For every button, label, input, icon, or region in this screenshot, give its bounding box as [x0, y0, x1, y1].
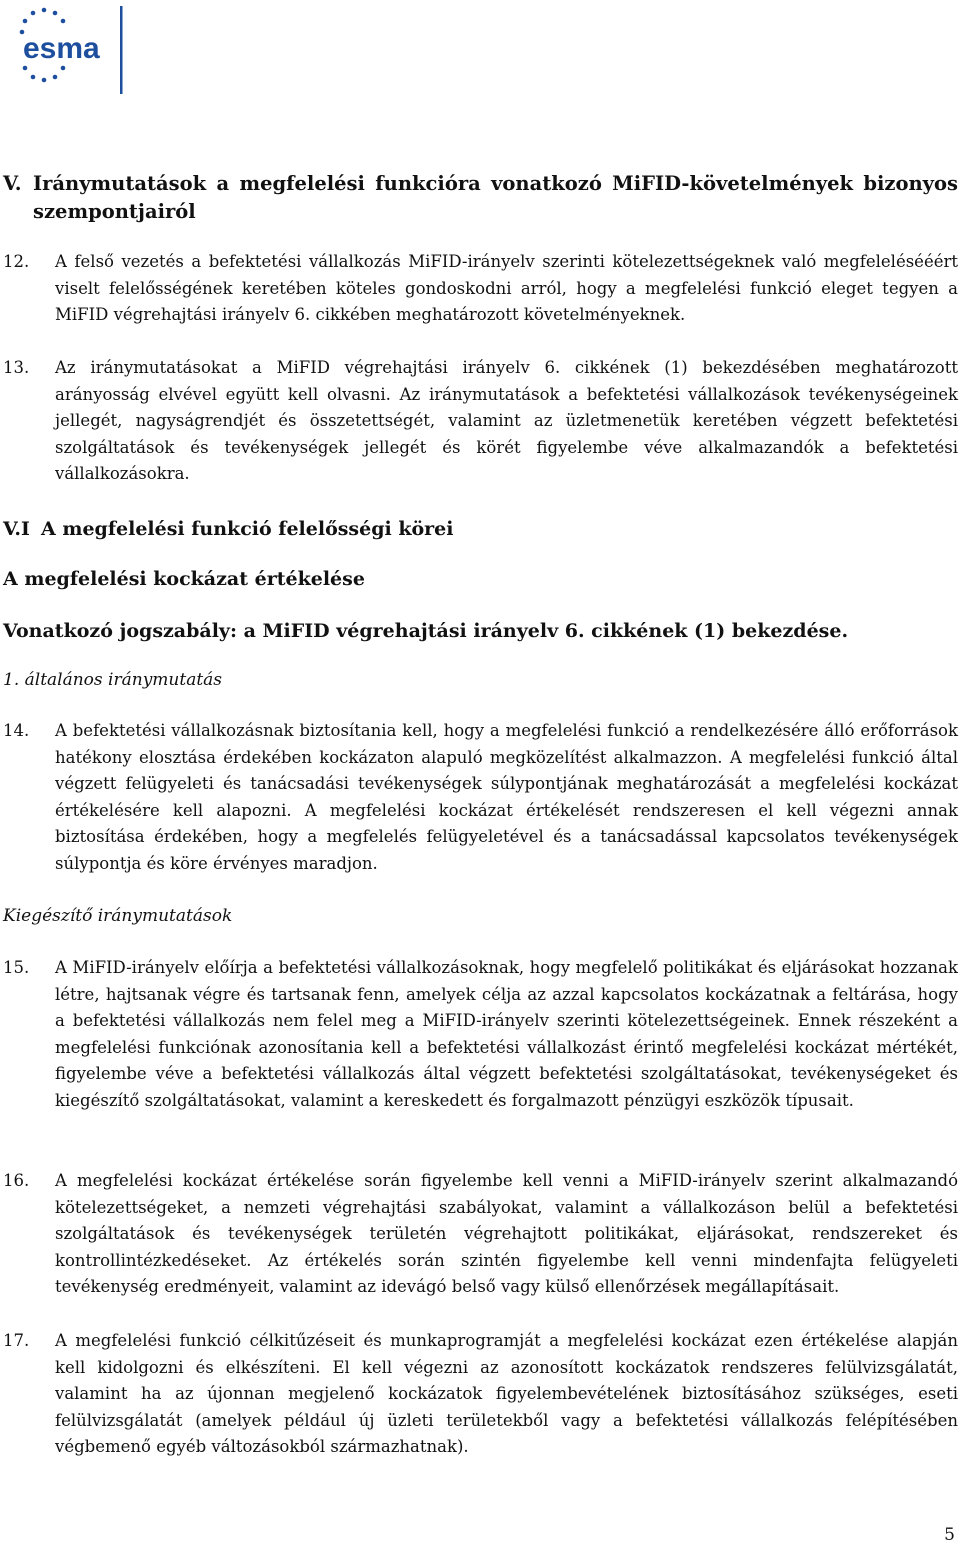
paragraph-text: A megfelelési kockázat értékelése során figyelembe kell venni a MiFID-irányelv szerint alkalmazandó kötelezettségeket, a nemzeti végrehajtási szabályokat, valamint a vállalkozáson belül a befektetési szolgáltatások és tevékenységek területén végrehajtott politikákat, eljárásokat, rendszereket és kontrollintézkedéseket. Az értékelés során szintén figyelembe kell venni mindenfajta felügyeleti tevékenység eredményeit, valamint az idevágó belső vagy külső ellenőrzések megállapításait.: [55, 1171, 958, 1296]
paragraph-text: Az iránymutatásokat a MiFID végrehajtási irányelv 6. cikkének (1) bekezdésében meghatározott arányosság elvével együtt kell olvasni. Az iránymutatások a befektetési vállalkozások tevékenységeinek jellegét, nagyságrendjét és összetettségét, valamint az üzletmenetük keretében végzett befektetési szolgáltatások és tevékenységek jellegét és körét figyelembe véve alkalmazandók a befektetési vállalkozásokra.: [55, 358, 958, 483]
paragraph-number: 17.: [3, 1331, 30, 1350]
paragraph-12: [3, 249, 958, 329]
subsection-title: A megfelelési funkció felelősségi körei: [41, 518, 454, 540]
subsection-heading: [3, 516, 454, 542]
logo-divider: [120, 6, 123, 94]
paragraph-text: A felső vezetés a befektetési vállalkozás MiFID-irányelv szerinti kötelezettségeknek való megfelelésééért viselt felelősségének keretében köteles gondoskodni arról, hogy a megfelelési funkció eleget tegyen a MiFID végrehajtási irányelv 6. cikkében meghatározott követelményeknek.: [55, 252, 958, 324]
paragraph-number: 16.: [3, 1171, 30, 1190]
paragraph-text: A befektetési vállalkozásnak biztosítania kell, hogy a megfelelési funkció a rendelkezésére álló erőforrások hatékony elosztása érdekében kockázaton alapuló megközelítést alkalmazzon. A megfelelési funkció által végzett felügyeleti és tanácsadási tevékenységek súlypontjának meghatározását a megfelelési kockázat értékelésére kell alapozni. A megfelelési kockázat értékelését rendszeresen el kell végezni annak biztosítása érdekében, hogy a megfelelés felügyeletével és a tanácsadással kapcsolatos tevékenységek súlypontja és köre érvényes maradjon.: [55, 721, 958, 873]
heading-risk-assessment: A megfelelési kockázat értékelése: [3, 568, 365, 590]
subsection-number: V.I: [3, 518, 30, 540]
section-title: Iránymutatások a megfelelési funkcióra vonatkozó MiFID-követelmények bizonyos szempontjairól: [33, 172, 958, 223]
paragraph-number: 13.: [3, 358, 30, 377]
esma-logo: [0, 0, 130, 100]
paragraph-text: A MiFID-irányelv előírja a befektetési vállalkozásoknak, hogy megfelelő politikákat és eljárásokat hozzanak létre, hajtsanak végre és tartsanak fenn, amelyek célja az azzal kapcsolatos kockázatnak a feltárása, hogy a befektetési vállalkozás nem felel meg a MiFID-irányelv szerinti kötelezettségeinek. Ennek részeként a megfelelési funkciónak azonosítania kell a befektetési vállalkozást érintő megfelelési kockázat mértékét, figyelembe véve a befektetési vállalkozás által végzett befektetési szolgáltatásokat, tevékenységeket és kiegészítő szolgáltatásokat, valamint a kereskedett és forgalmazott pénzügyi eszközök típusait.: [55, 958, 958, 1110]
paragraph-number: 15.: [3, 958, 30, 977]
logo-text: esma: [23, 32, 100, 65]
general-guideline-heading: 1. általános iránymutatás: [3, 670, 223, 690]
paragraph-17: [3, 1328, 958, 1461]
paragraph-16: [3, 1168, 958, 1301]
paragraph-15: [3, 955, 958, 1114]
paragraph-13: [3, 355, 958, 488]
section-heading: [3, 170, 958, 226]
page-number: 5: [944, 1525, 955, 1545]
paragraph-14: [3, 718, 958, 877]
paragraph-text: A megfelelési funkció célkitűzéseit és munkaprogramját a megfelelési kockázat ezen értékelése alapján kell kidolgozni és elkészíteni. El kell végezni az azonosított kockázatok rendszeres felülvizsgálatát, valamint ha az újonnan megjelenő kockázatok figyelembevételének biztosításához szükséges, eseti felülvizsgálatát (amelyek például új üzleti területekből vagy a befektetési vállalkozás felépítésében végbemenő egyéb változásokból származhatnak).: [55, 1331, 958, 1456]
paragraph-number: 14.: [3, 721, 30, 740]
paragraph-number: 12.: [3, 252, 30, 271]
heading-legislation: Vonatkozó jogszabály: a MiFID végrehajtási irányelv 6. cikkének (1) bekezdése.: [3, 620, 849, 642]
section-number: V.: [3, 172, 22, 195]
supplementary-guidelines-heading: Kiegészítő iránymutatások: [3, 906, 233, 926]
